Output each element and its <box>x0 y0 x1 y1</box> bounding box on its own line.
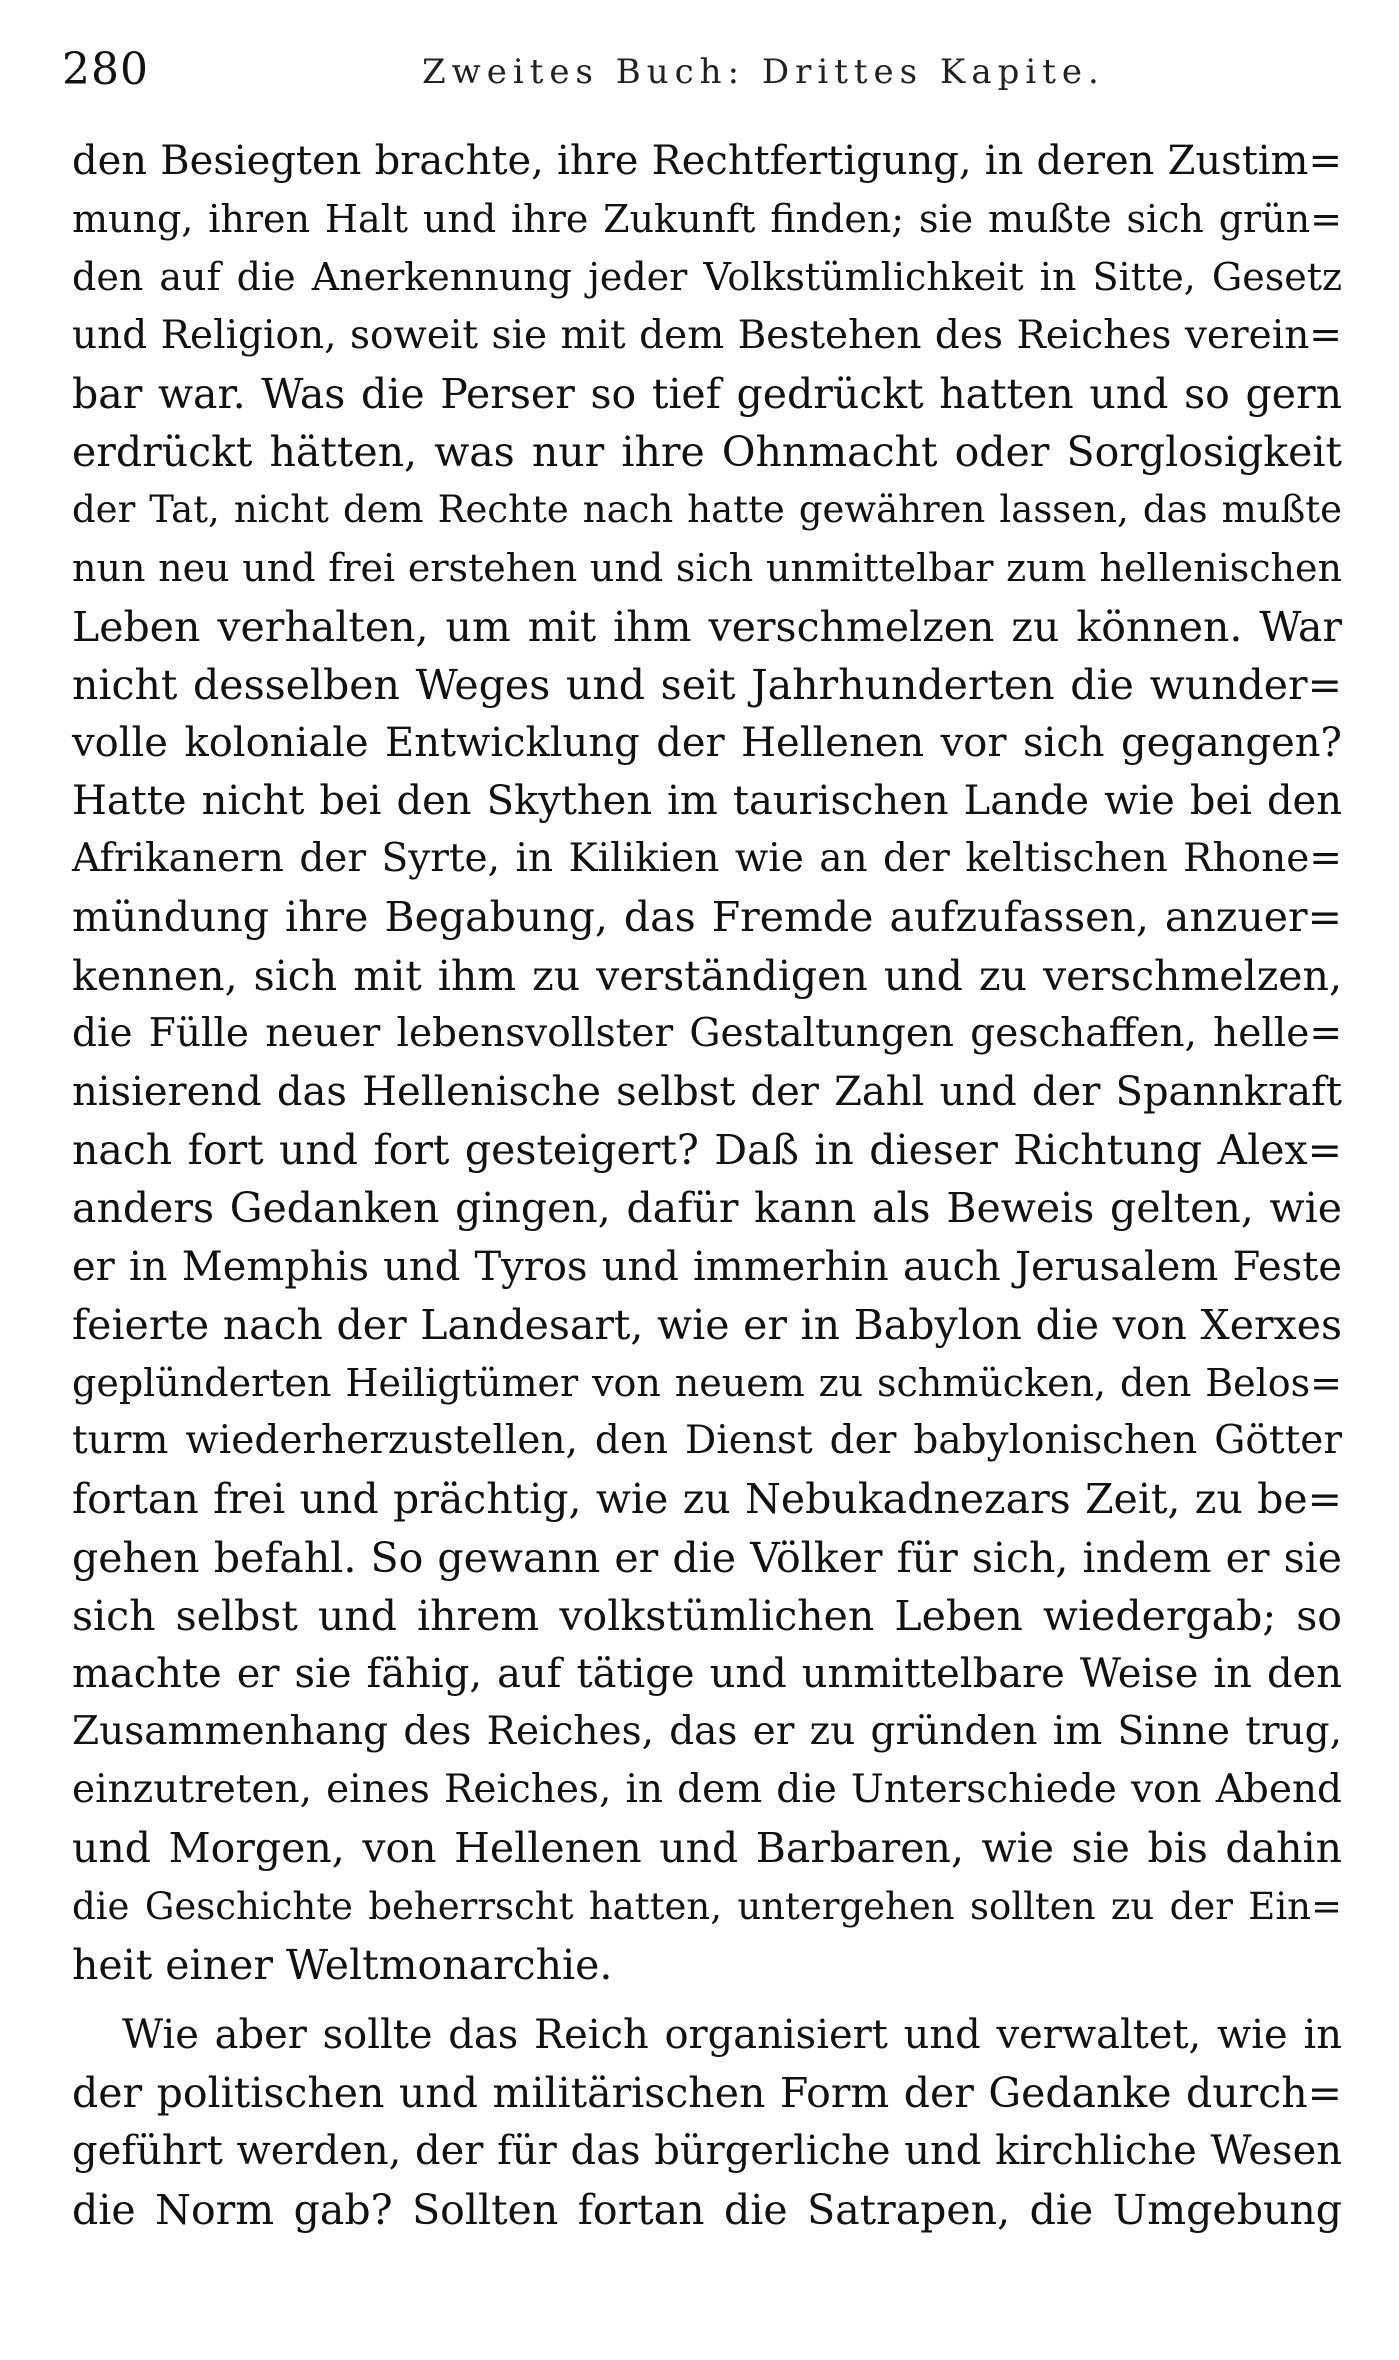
text-line: nun neu und frei erstehen und sich unmittelbar zum hellenischen <box>72 546 1342 591</box>
text-line: mung, ihren Halt und ihre Zukunft finden; sie mußte sich grün= <box>72 197 1342 242</box>
text-line: geführt werden, der für das bürgerliche und kirchliche Wesen <box>72 2128 1342 2175</box>
text-line: die Geschichte beherrscht hatten, untergehen sollten zu der Ein= <box>72 1884 1342 1928</box>
text-line: Wie aber sollte das Reich organisiert und verwaltet, wie in <box>122 2012 1342 2058</box>
text-line: turm wiederherzustellen, den Dienst der babylonischen Götter <box>72 1418 1342 1464</box>
text-line: mündung ihre Begabung, das Fremde aufzufassen, anzuer= <box>72 893 1342 942</box>
page-number: 280 <box>62 44 149 95</box>
text-line: der politischen und militärischen Form der Gedanke durch= <box>72 2069 1342 2118</box>
running-head <box>62 44 1352 104</box>
text-line: gehen befahl. So gewann er die Völker für sich, indem er sie <box>72 1533 1342 1582</box>
text-line: bar war. Was die Perser so tief gedrückt hatten und so gern <box>72 369 1342 418</box>
text-line: nisierend das Hellenische selbst der Zahl und der Spannkraft <box>72 1069 1342 1115</box>
text-line: den Besiegten brachte, ihre Rechtfertigung, in deren Zustim= <box>72 138 1342 184</box>
text-line: Zusammenhang des Reiches, das er zu gründen im Sinne trug, <box>72 1709 1342 1755</box>
paragraph-spacer <box>72 1994 1342 2006</box>
text-line: fortan frei und prächtig, wie zu Nebukadnezars Zeit, zu be= <box>72 1475 1342 1524</box>
text-line: sich selbst und ihrem volkstümlichen Leben wiedergab; so <box>72 1591 1342 1640</box>
text-line: der Tat, nicht dem Rechte nach hatte gewähren lassen, das mußte <box>72 488 1342 532</box>
text-line: heit einer Weltmonarchie. <box>72 1940 613 1989</box>
text-line: Hatte nicht bei den Skythen im taurischen Lande wie bei den <box>72 778 1342 825</box>
text-line: erdrückt hätten, was nur ihre Ohnmacht oder Sorglosigkeit <box>72 427 1342 476</box>
text-line: nicht desselben Weges und seit Jahrhunderten die wunder= <box>72 660 1342 709</box>
text-line: einzutreten, eines Reiches, in dem die Unterschiede von Abend <box>72 1767 1342 1813</box>
text-line: er in Memphis und Tyros und immerhin auch Jerusalem Feste <box>72 1243 1342 1290</box>
text-line: und Religion, soweit sie mit dem Bestehen des Reiches verein= <box>72 312 1342 358</box>
text-line: geplünderten Heiligtümer von neuem zu schmücken, den Belos= <box>72 1360 1342 1405</box>
text-line: die Fülle neuer lebensvollster Gestaltungen geschaffen, helle= <box>72 1010 1342 1056</box>
text-line: die Norm gab? Sollten fortan die Satrapen, die Umgebung <box>72 2185 1342 2234</box>
text-line: machte er sie fähig, auf tätige und unmittelbare Weise in den <box>72 1650 1342 1697</box>
body-text <box>72 132 1342 2239</box>
text-line: Leben verhalten, um mit ihm verschmelzen zu können. War <box>72 602 1342 651</box>
text-line: Afrikanern der Syrte, in Kilikien wie an der keltischen Rhone= <box>72 836 1342 882</box>
running-head-title: Zweites Buch: Drittes Kapite. <box>422 52 1105 92</box>
text-line: den auf die Anerkennung jeder Volkstümlichkeit in Sitte, Gesetz <box>72 255 1342 300</box>
text-line: kennen, sich mit ihm zu verständigen und zu verschmelzen, <box>72 951 1342 1000</box>
text-line: und Morgen, von Hellenen und Barbaren, wie sie bis dahin <box>72 1824 1342 1873</box>
text-line: anders Gedanken gingen, dafür kann als Beweis gelten, wie <box>72 1184 1342 1233</box>
text-line: volle koloniale Entwicklung der Hellenen vor sich gegangen? <box>72 719 1342 766</box>
text-line: nach fort und fort gesteigert? Daß in dieser Richtung Alex= <box>72 1126 1342 1175</box>
text-line: feierte nach der Landesart, wie er in Babylon die von Xerxes <box>72 1300 1342 1349</box>
